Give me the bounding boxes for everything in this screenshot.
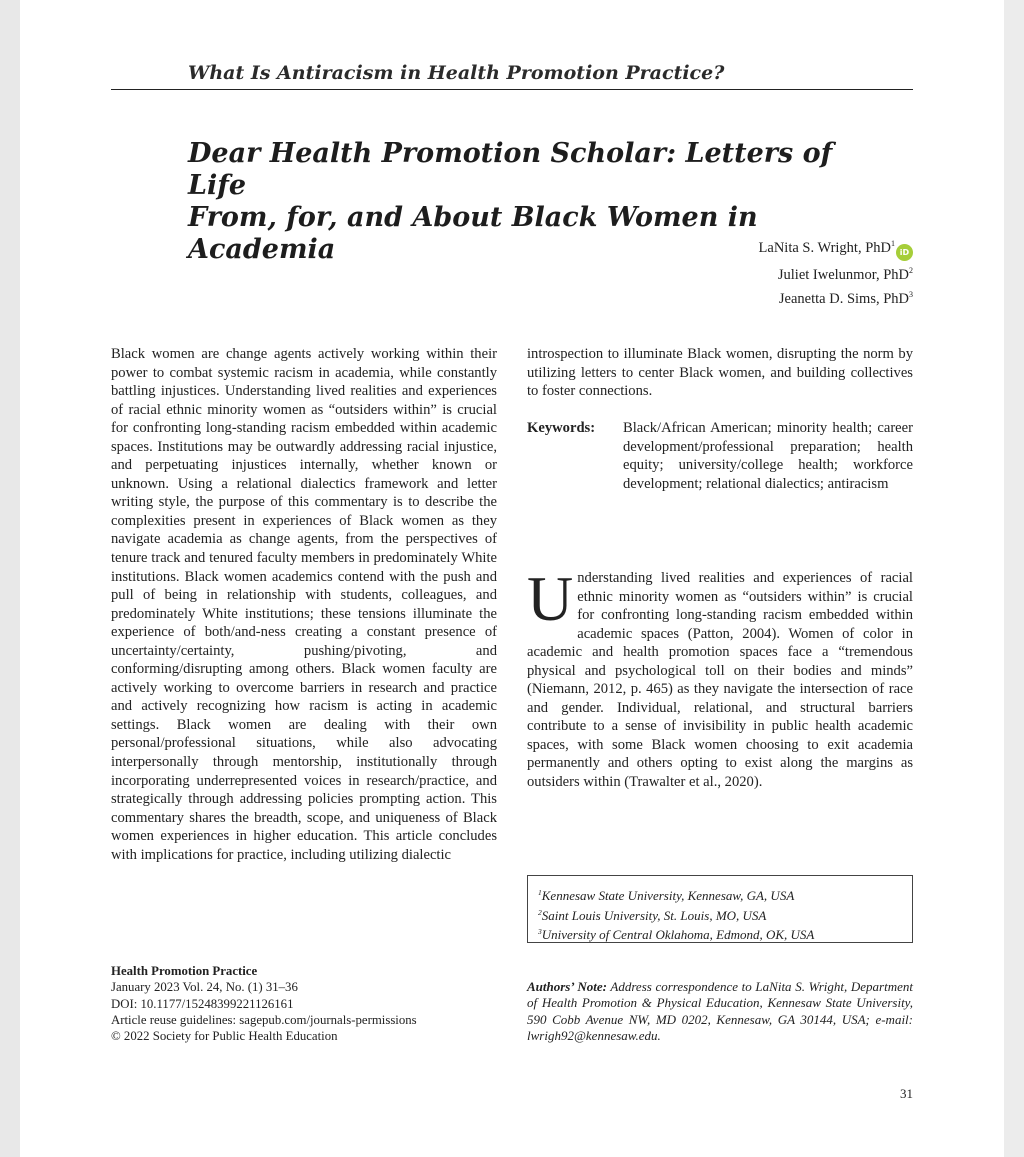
author-affil-mark: 2 (909, 266, 913, 275)
author-name: Jeanetta D. Sims, PhD (778, 291, 909, 307)
affiliation-2 (538, 905, 902, 925)
authors-note-label: Authors’ Note: (527, 979, 607, 994)
author-3 (553, 285, 913, 309)
affiliation-3 (538, 924, 902, 944)
affil-text: Kennesaw State University, Kennesaw, GA, USA (541, 888, 795, 903)
affiliations-box (527, 875, 913, 943)
affil-num: 3 (538, 927, 542, 936)
abstract-column-right (527, 345, 913, 401)
body-text (527, 563, 913, 792)
author-2 (553, 261, 913, 285)
journal-page (20, 0, 1004, 1157)
author-name: LaNita S. Wright, PhD (758, 240, 891, 256)
orcid-icon[interactable]: iD (896, 244, 913, 261)
journal-info (111, 963, 511, 1044)
section-label: What Is Antiracism in Health Promotion Practice? (188, 62, 725, 84)
viewer-gutter (1004, 0, 1024, 1157)
abstract-continuation: introspection to illuminate Black women, disrupting the norm by utilizing letters to center Black women, and building collectives to foster connections. (527, 346, 913, 400)
body-paragraph: nderstanding lived realities and experiences of racial ethnic minority women as “outsiders within” is crucial for confronting long-standing racism embedded within academic spaces (Patton, 2004). Women of color in academic and health promotion spaces face a “tremendous physical and psychological toll on their bodies and minds” (Niemann, 2012, p. 465) as they navigate the intersection of race and gender. Individual, relational, and structural barriers contribute to a sense of invisibility in public health academic spaces, with some Black women choosing to exit academia permanently and others opting to exist along the margins as outsiders within (Trawalter et al., 2020). (527, 570, 913, 791)
author-1 (553, 234, 913, 261)
page-number: 31 (900, 1086, 913, 1101)
affiliation-1 (538, 885, 902, 905)
journal-doi[interactable]: DOI: 10.1177/15248399221126161 (111, 996, 294, 1011)
header-rule (111, 89, 913, 90)
authors-note-text: Address correspondence to LaNita S. Wright, Department of Health Promotion & Physical Education, Kennesaw State University, 590 Cobb Avenue NW, MD 0202, Kennesaw, GA 30144, USA; e-mail: lwrigh92@kennesaw.edu. (527, 979, 914, 1043)
journal-issue: January 2023 Vol. 24, No. (1) 31–36 (111, 980, 298, 995)
journal-name: Health Promotion Practice (111, 964, 258, 978)
title-line-2: From, for, and About Black Women in Academia (188, 202, 758, 265)
author-name: Juliet Iwelunmor, PhD (777, 267, 909, 283)
authors-note (527, 979, 913, 1044)
journal-copyright: © 2022 Society for Public Health Education (111, 1029, 338, 1044)
author-affil-mark: 3 (909, 290, 913, 299)
abstract-column-left (111, 345, 497, 864)
affil-text: University of Central Oklahoma, Edmond, OK, USA (541, 927, 815, 942)
affil-num: 2 (538, 907, 542, 917)
journal-reuse[interactable]: Article reuse guidelines: sagepub.com/journals-permissions (111, 1012, 417, 1027)
author-list (553, 234, 913, 309)
author-affil-mark: 1 (891, 239, 895, 248)
title-line-1: Dear Health Promotion Scholar: Letters of Life (188, 138, 833, 201)
keywords-label: Keywords: (527, 420, 596, 436)
drop-cap: U (527, 563, 574, 634)
abstract-text: Black women are change agents actively working within their power to combat systemic racism in academia, while constantly battling injustices. Understanding lived realities and experiences of racial ethnic minority women as “outsiders within” is crucial for confronting long-standing racism embedded within academic spaces. Institutions may be outwardly addressing racial injustice, and perpetuating injustices internally, whether known or unknown. Using a relational dialectics framework and letter writing style, the purpose of this commentary is to describe the complexities present in experiences of Black women as they navigate academia as change agents, from the perspectives of tenure track and tenured faculty members in predominately White institutions. Black women academics contend with the push and pull of being in relationship with students, colleagues, and predominately White institutions; these tensions illuminate the experience of both/and-ness creating a constant presence of uncertainty/certainty, pushing/pivoting, and conforming/disrupting among others. Black women faculty are actively working to overcome barriers in research and practice and actively recognizing how racism is acting in academic settings. Black women are dealing with their own personal/professional situations, while also advocating interpersonally through mentorship, institutionally through incorporating underrepresented voices in research/practice, and strategically through addressing policies prompting action. This commentary shares the breadth, scope, and uniqueness of Black women experiences in higher education. This article concludes with implications for practice, including utilizing dialectic (111, 346, 497, 863)
keywords-text: Black/African American; minority health; career development/professional preparation; health equity; university/college health; workforce development; relational dialectics; antiracism (623, 420, 913, 492)
affil-text: Saint Louis University, St. Louis, MO, USA (541, 907, 767, 923)
affil-num: 1 (538, 888, 542, 897)
